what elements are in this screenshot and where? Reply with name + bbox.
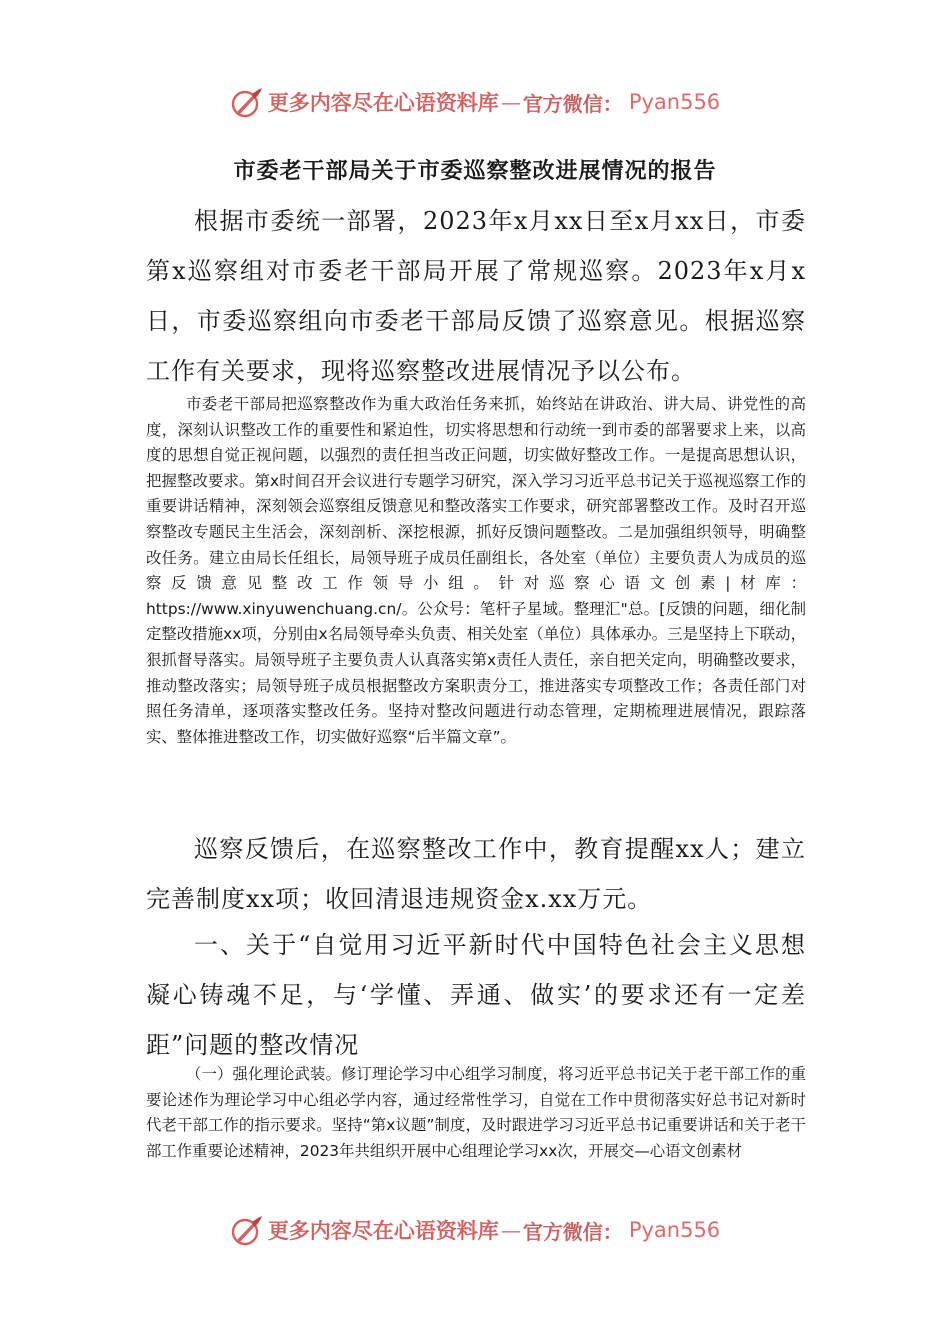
document-title: 市委老干部局关于市委巡察整改进展情况的报告: [233, 158, 717, 184]
section-heading-1: 一、关于“自觉用习近平新时代中国特色社会主义思想凝心铸魂不足，与‘学懂、弄通、做实’的要求还有一定差距”问题的整改情况: [146, 931, 806, 1059]
watermark-banner-bottom: [0, 1210, 950, 1250]
quill-logo-icon: [230, 85, 264, 119]
banner-wechat-id: Pyan556: [628, 90, 721, 114]
paragraph-body-2: （一）强化理论武装。修订理论学习中心组学习制度，将习近平总书记关于老干部工作的重要论述作为理论学习中心组必学内容，通过经常性学习，自觉在工作中贯彻落实好总书记对新时代老干部工作的指示要求。坚持“第x议题”制度，及时跟进学习习近平总书记重要讲话和关于老干部工作重要论述精神，2023年共组织开展中心组理论学习xx次，开展交—心语文创素材: [146, 1065, 806, 1160]
banner-text: 更多内容尽在心语资料库: [267, 1218, 499, 1243]
quill-logo-icon: [230, 1213, 264, 1247]
paragraph-results: 巡察反馈后，在巡察整改工作中，教育提醒xx人；建立完善制度xx项；收回清退违规资金x.xx万元。: [146, 835, 806, 913]
banner-text: 更多内容尽在心语资料库: [267, 90, 499, 115]
banner-dash: —: [500, 90, 521, 114]
watermark-banner-top: [0, 82, 950, 122]
banner-official: 官方微信：: [522, 1219, 623, 1244]
banner-dash: —: [500, 1218, 521, 1242]
banner-official: 官方微信：: [522, 91, 623, 116]
paragraph-intro: 根据市委统一部署，2023年x月xx日至x月xx日，市委第x巡察组对市委老干部局开展了常规巡察。2023年x月x日，市委巡察组向市委老干部局反馈了巡察意见。根据巡察工作有关要求，现将巡察整改进展情况予以公布。: [146, 207, 806, 385]
paragraph-body-1: 市委老干部局把巡察整改作为重大政治任务来抓，始终站在讲政治、讲大局、讲党性的高度，深刻认识整改工作的重要性和紧迫性，切实将思想和行动统一到市委的部署要求上来，以高度的思想自觉正视问题，以强烈的责任担当改正问题，切实做好整改工作。一是提高思想认识，把握整改要求。第x时间召开会议进行专题学习研究，深入学习习近平总书记关于巡视巡察工作的重要讲话精神，深刻领会巡察组反馈意见和整改落实工作要求，研究部署整改工作。及时召开巡察整改专题民主生活会，深刻剖析、深挖根源，抓好反馈问题整改。二是加强组织领导，明确整改任务。建立由局长任组长，局领导班子成员任副组长，各处室（单位）主要负责人为成员的巡察反馈意见整改工作领导小组。针对巡察心语文创素|材库：https://www.xinyuwenchuang.cn/。公众号：笔杆子星域。整理汇"总。[反馈的问题，细化制定整改措施xx项，分别由x名局领导牵头负责、相关处室（单位）具体承办。三是坚持上下联动，狠抓督导落实。局领导班子主要负责人认真落实第x责任人责任，亲自把关定向，明确整改要求，推动整改落实；局领导班子成员根据整改方案职责分工，推进落实专项整改工作；各责任部门对照任务清单，逐项落实整改任务。坚持对整改问题进行动态管理，定期梳理进展情况，跟踪落实、整体推进整改工作，切实做好巡察“后半篇文章”。: [146, 395, 806, 746]
banner-wechat-id: Pyan556: [628, 1218, 721, 1242]
